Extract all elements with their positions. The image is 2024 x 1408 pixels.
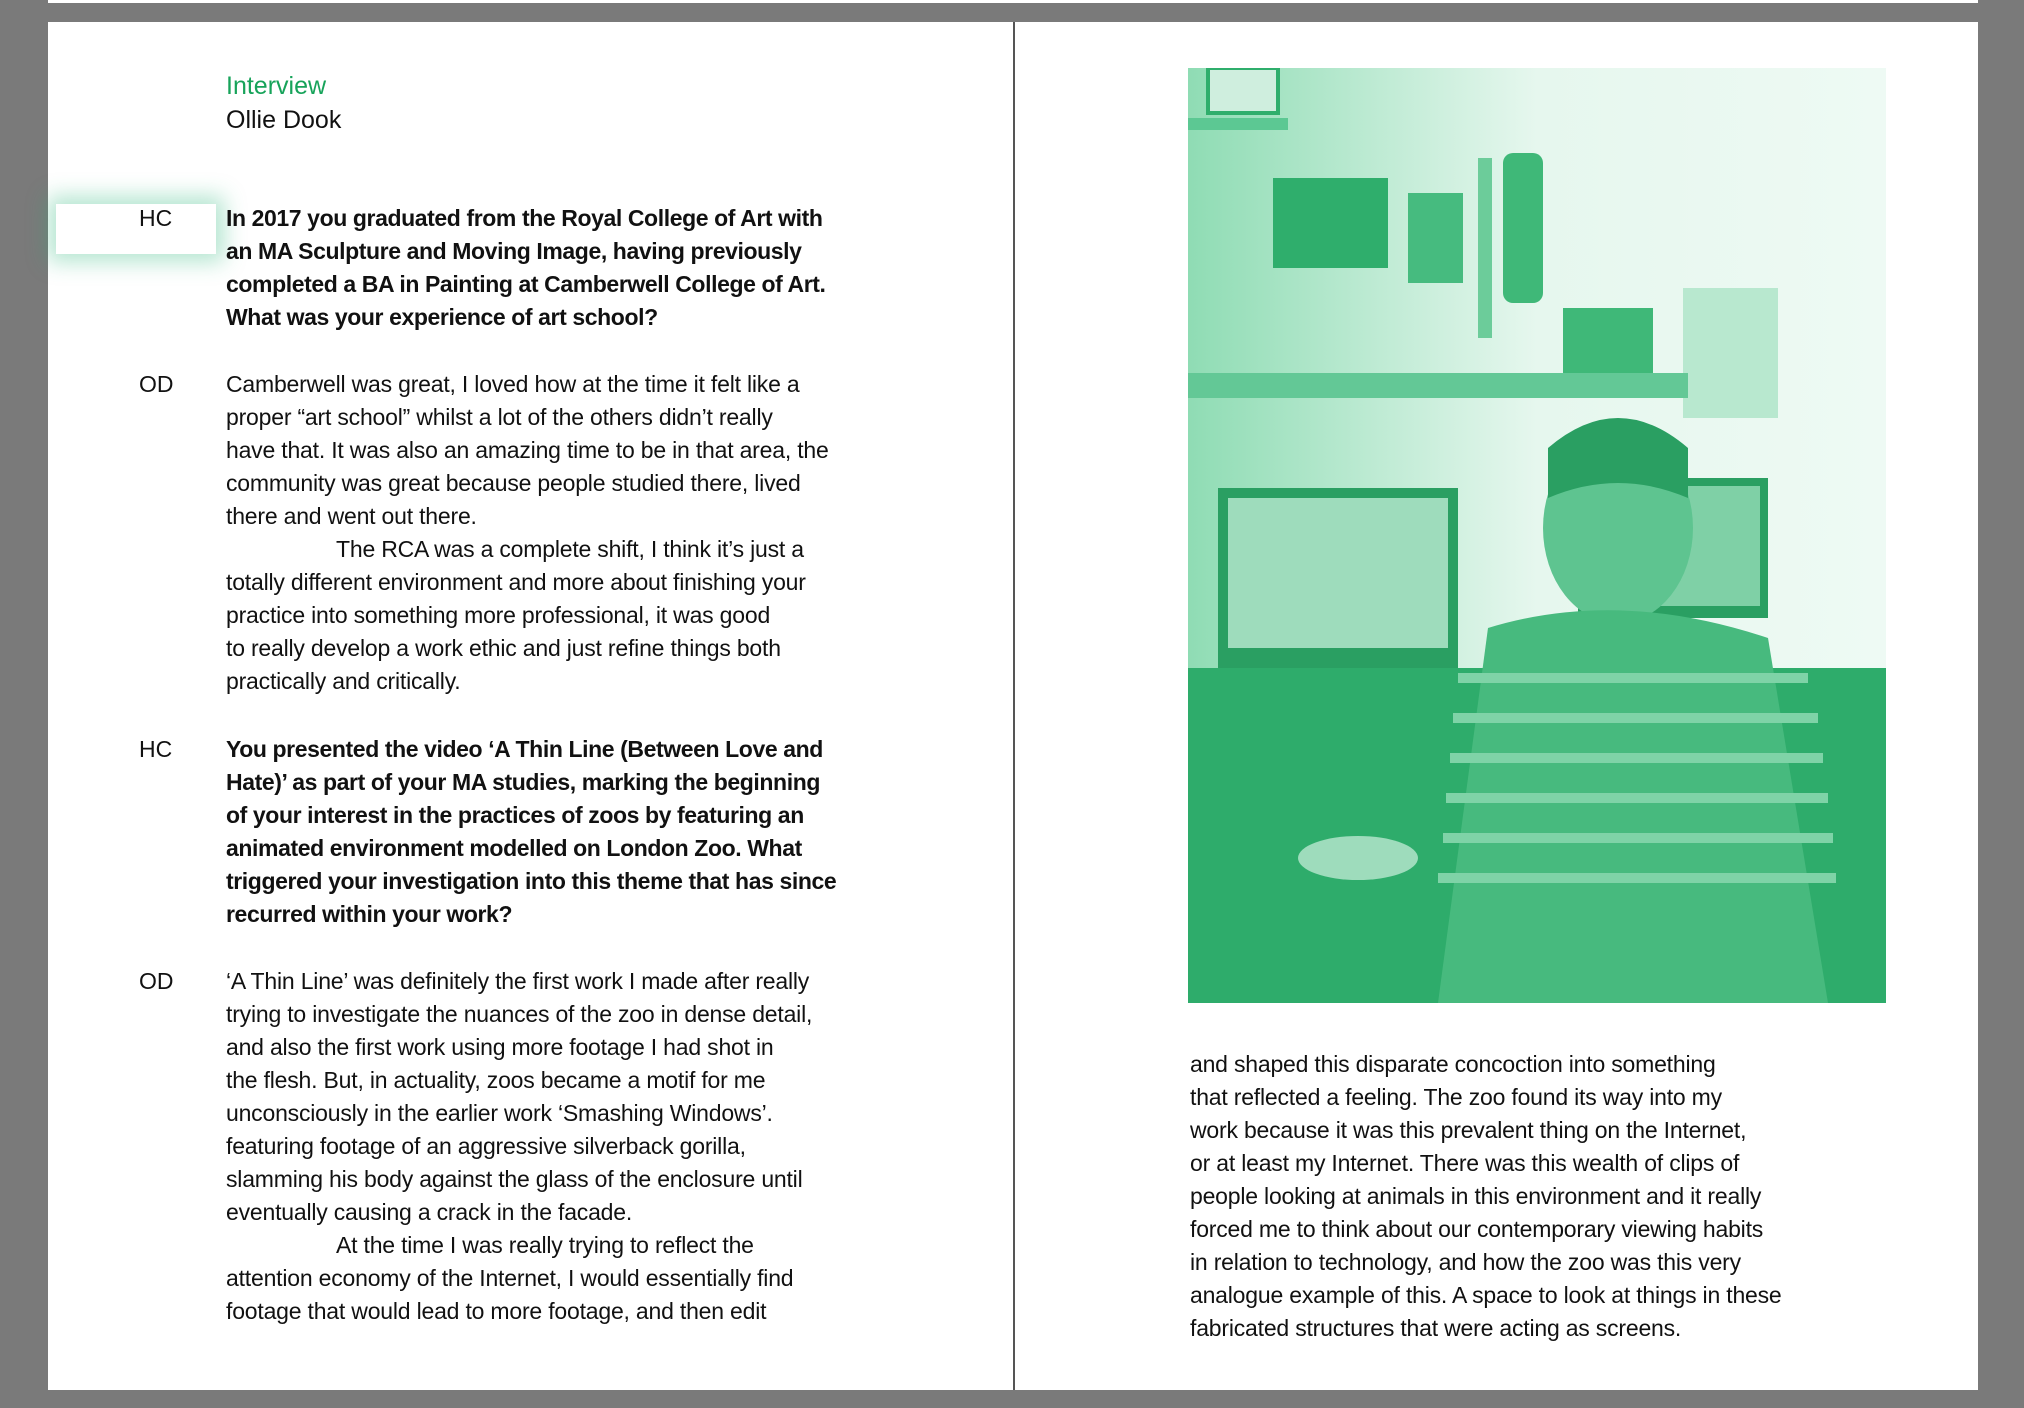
text-line: You presented the video ‘A Thin Line (Between Love and [226,736,823,762]
page-divider [1013,22,1015,1390]
speaker-label: OD [139,371,174,397]
text-line: and shaped this disparate concoction into something [1190,1051,1716,1077]
question-2 [226,733,836,931]
text-line: people looking at animals in this environment and it really [1190,1183,1762,1209]
text-line: the flesh. But, in actuality, zoos became a motif for me [226,1067,766,1093]
text-line: practice into something more professional, it was good [226,602,771,628]
text-line: completed a BA in Painting at Camberwell College of Art. [226,271,826,297]
text-line: work because it was this prevalent thing on the Internet, [1190,1117,1747,1143]
speaker-label: HC [139,205,173,231]
text-line: eventually causing a crack in the facade. [226,1199,633,1225]
text-line: attention economy of the Internet, I would essentially find [226,1265,794,1291]
text-line: At the time I was really trying to reflect the [336,1232,754,1258]
text-line: Hate)’ as part of your MA studies, marking the beginning [226,769,820,795]
text-line: have that. It was also an amazing time to be in that area, the [226,437,829,463]
document-spread [48,22,1978,1390]
text-line: forced me to think about our contemporary viewing habits [1190,1216,1764,1242]
question-1 [226,202,826,334]
text-line: slamming his body against the glass of the enclosure until [226,1166,803,1192]
text-line: there and went out there. [226,503,477,529]
text-line: triggered your investigation into this theme that has since [226,868,837,894]
text-line: totally different environment and more about finishing your [226,569,806,595]
text-line: animated environment modelled on London Zoo. What [226,835,802,861]
text-line: recurred within your work? [226,901,513,927]
text-line: to really develop a work ethic and just refine things both [226,635,781,661]
text-line: proper “art school” whilst a lot of the others didn’t really [226,404,773,430]
answer-1 [226,368,829,698]
text-line: of your interest in the practices of zoos by featuring an [226,802,804,828]
text-line: in relation to technology, and how the zoo was this very [1190,1249,1741,1275]
continued-answer [1190,1048,1782,1345]
text-line: an MA Sculpture and Moving Image, having previously [226,238,802,264]
text-line: analogue example of this. A space to look at things in these [1190,1282,1782,1308]
text-line: Camberwell was great, I loved how at the time it felt like a [226,371,800,397]
text-line: trying to investigate the nuances of the zoo in dense detail, [226,1001,813,1027]
answer-2 [226,965,812,1328]
text-line: footage that would lead to more footage, and then edit [226,1298,767,1324]
section-label: Interview [226,72,327,100]
text-line: practically and critically. [226,668,461,694]
text-line: What was your experience of art school? [226,304,658,330]
text-line: or at least my Internet. There was this wealth of clips of [1190,1150,1740,1176]
text-line: ‘A Thin Line’ was definitely the first work I made after really [226,968,810,994]
text-line: unconsciously in the earlier work ‘Smashing Windows’. [226,1100,773,1126]
text-line: and also the first work using more footage I had shot in [226,1034,774,1060]
portrait-photo [1188,68,1886,1003]
text-line: community was great because people studied there, lived [226,470,801,496]
speaker-label: HC [139,736,173,762]
text-line: The RCA was a complete shift, I think it’s just a [336,536,804,562]
highlight-artifact [56,204,216,254]
text-line: that reflected a feeling. The zoo found its way into my [1190,1084,1722,1110]
text-line: In 2017 you graduated from the Royal College of Art with [226,205,823,231]
previous-page-edge [48,0,1978,3]
interviewee-name: Ollie Dook [226,106,342,134]
speaker-label: OD [139,968,174,994]
text-line: featuring footage of an aggressive silverback gorilla, [226,1133,746,1159]
text-line: fabricated structures that were acting as screens. [1190,1315,1682,1341]
